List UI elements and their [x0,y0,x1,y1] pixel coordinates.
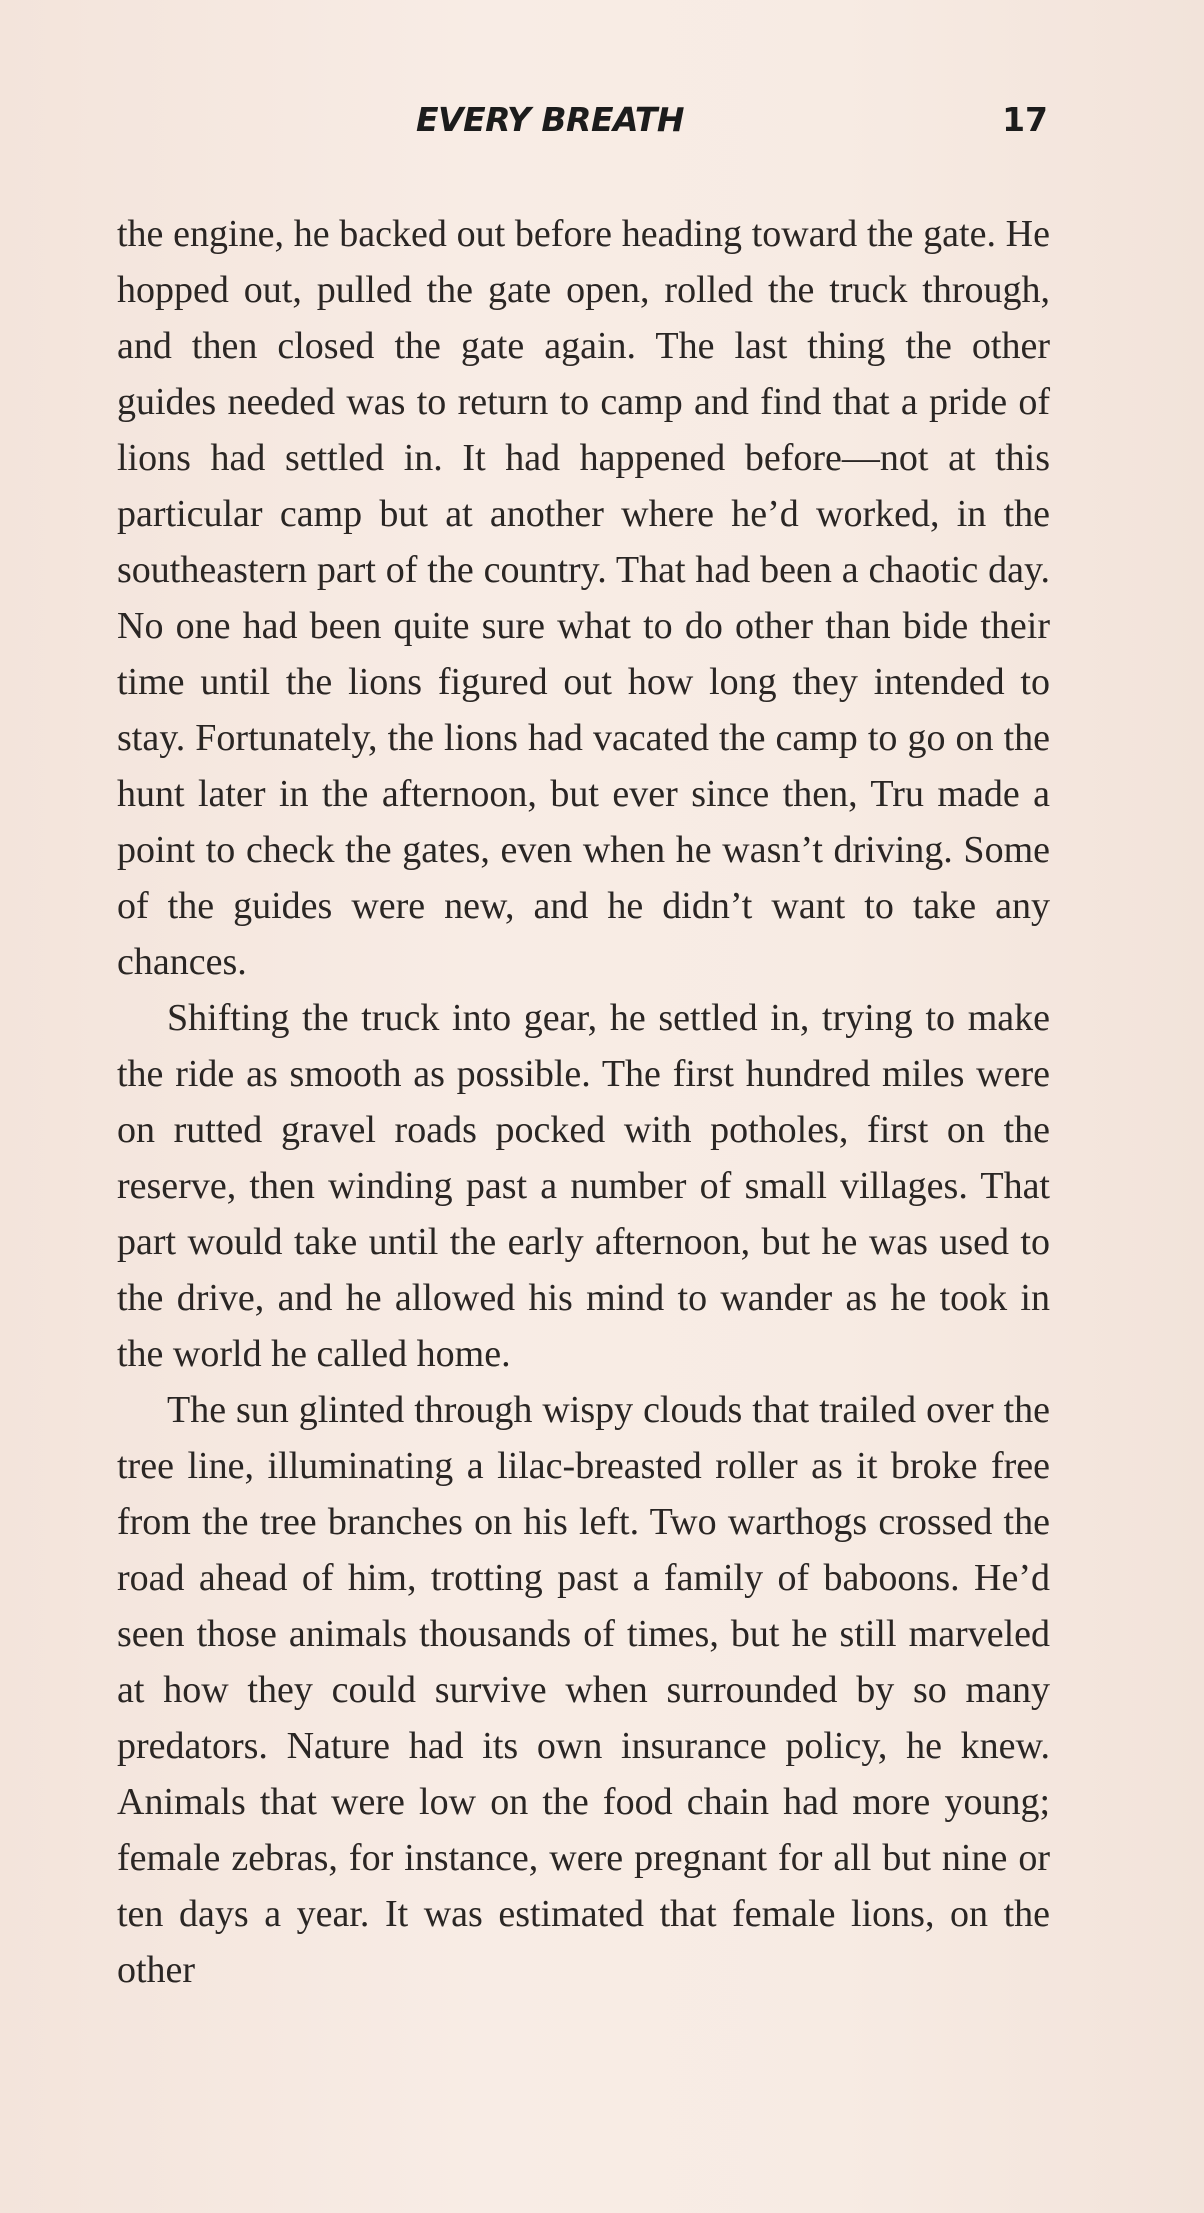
paragraph: Shifting the truck into gear, he settled in, trying to make the ride as smooth as possible. The first hundred miles were on rutted gravel roads pocked with potholes, first on the reserve, then winding past a number of small villages. That part would take until the early afternoon, but he was used to the drive, and he allowed his mind to wander as he took in the world he called home. [117,997,1050,1375]
running-title: EVERY BREATH [415,100,684,139]
paragraph: the engine, he backed out before heading toward the gate. He hopped out, pulled the gate open, rolled the truck through, and then closed the gate again. The last thing the other guides needed was to return to camp and find that a pride of lions had settled in. It had happened before—not at this particular camp but at another where he’d worked, in the southeastern part of the country. That had been a chaotic day. No one had been quite sure what to do other than bide their time until the lions figured out how long they intended to stay. Fortunately, the lions had vacated the camp to go on the hunt later in the afternoon, but ever since then, Tru made a point to check the gates, even when he wasn’t driving. Some of the guides were new, and he didn’t want to take any chances. [117,213,1050,983]
running-head [0,100,1204,160]
paragraph: The sun glinted through wispy clouds that trailed over the tree line, illuminating a lilac-breasted roller as it broke free from the tree branches on his left. Two warthogs crossed the road ahead of him, trotting past a family of baboons. He’d seen those animals thousands of times, but he still marveled at how they could survive when surrounded by so many predators. Nature had its own insurance policy, he knew. Animals that were low on the food chain had more young; female zebras, for instance, were pregnant for all but nine or ten days a year. It was estimated that female lions, on the other [117,1389,1050,1991]
body-text [117,206,1050,1998]
page-number: 17 [1002,100,1048,139]
